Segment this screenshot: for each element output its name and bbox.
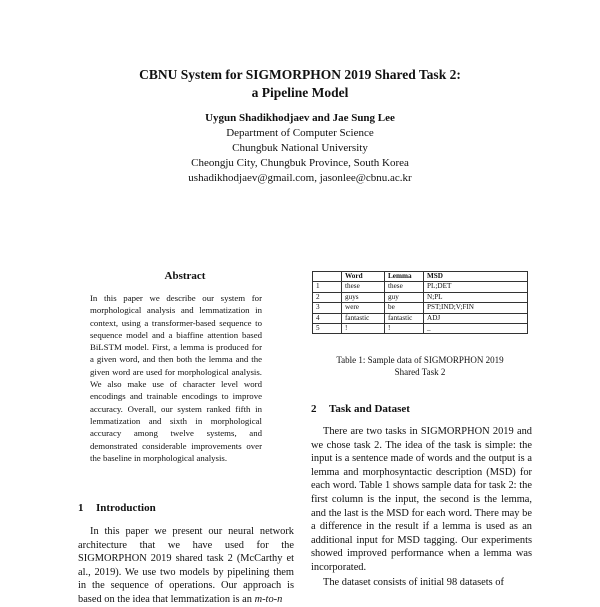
paper-title-line-1: CBNU System for SIGMORPHON 2019 Shared Task 2: — [139, 67, 461, 82]
affiliation-university: Chungbuk National University — [232, 142, 368, 154]
table-cell-lemma: ! — [385, 324, 424, 334]
table-cell-word: fantastic — [342, 313, 385, 323]
table-cell-index: 1 — [313, 282, 342, 292]
intro-heading — [78, 501, 156, 515]
table-header-lemma: Lemma — [385, 272, 424, 282]
author-names: Uygun Shadikhodjaev and Jae Sung Lee — [205, 112, 395, 124]
table-caption-line-1: Table 1: Sample data of SIGMORPHON 2019 — [336, 355, 504, 365]
table-cell-index: 4 — [313, 313, 342, 323]
intro-paragraph-italic: m-to-n — [254, 593, 283, 605]
task-paragraph-1: There are two tasks in SIGMORPHON 2019 and we chose task 2. The idea of the task is simple: the input is a sentence made of words and the output is a lemma and morphosyntactic description (MSD) for each word. Table 1 shows sample data for task 2: the first column is the input, the second is the lemma, and the last is the MSD for each word. There may be a difference in the result if a lemma is used as an additional input for MSD tagging. Our experiments showed improved performance when a lemma was incorporated. — [311, 426, 532, 573]
table-caption-line-2: Shared Task 2 — [394, 367, 446, 377]
intro-paragraph-main: In this paper we present our neural network architecture that we have used for the SIGMORPHON 2019 shared task 2 (McCarthy et al., 2019). We use two models by pipelining them in the sequence of operations. Our approach is based on the idea that lemmatization is an — [78, 526, 294, 605]
intro-section-number: 1 — [78, 502, 84, 514]
table-row — [313, 324, 528, 334]
table-cell-msd: N;PL — [424, 292, 528, 302]
abstract-text: In this paper we describe our system for morphological analysis and lemmatization in context, using a transformer-based sequence to sequence model and a biaffine attention based BiLSTM model. First, a lemma is produced for a given word, and then both the lemma and the given word are used for morphological analysis. We also make use of character level word encodings and trainable encodings to improve accuracy. Overall, our system ranked fifth in lemmatization and sixth in morphological accuracy among twelve systems, and demonstrated considerable improvements over the baseline in morphological analysis. — [90, 293, 262, 463]
intro-section-title: Introduction — [96, 502, 156, 514]
table-cell-msd: _ — [424, 324, 528, 334]
table-cell-lemma: these — [385, 282, 424, 292]
paper-title-line-2: a Pipeline Model — [251, 85, 349, 100]
task-heading — [311, 402, 410, 416]
table-header-row — [313, 272, 528, 282]
abstract-heading: Abstract — [164, 270, 206, 282]
table-cell-index: 5 — [313, 324, 342, 334]
task-text — [311, 425, 532, 589]
table-cell-word: were — [342, 303, 385, 313]
table-header-word: Word — [342, 272, 385, 282]
table-row — [313, 303, 528, 313]
table-cell-index: 2 — [313, 292, 342, 302]
table-cell-msd: PST;IND;V;FIN — [424, 303, 528, 313]
table-cell-lemma: fantastic — [385, 313, 424, 323]
intro-paragraph — [78, 525, 294, 607]
affiliation-location: Cheongju City, Chungbuk Province, South Korea — [191, 157, 409, 169]
table-cell-lemma: be — [385, 303, 424, 313]
task-paragraph-2: The dataset consists of initial 98 datasets of — [323, 576, 504, 588]
table-cell-word: guys — [342, 292, 385, 302]
table-row — [313, 313, 528, 323]
table-cell-word: these — [342, 282, 385, 292]
intro-text — [78, 525, 294, 607]
task-section-title: Task and Dataset — [329, 403, 410, 415]
author-block — [0, 111, 600, 186]
sample-data-table — [312, 271, 528, 334]
table-cell-lemma: guy — [385, 292, 424, 302]
table-cell-word: ! — [342, 324, 385, 334]
table-row — [313, 282, 528, 292]
table-cell-index: 3 — [313, 303, 342, 313]
table-cell-msd: PL;DET — [424, 282, 528, 292]
table-cell-msd: ADJ — [424, 313, 528, 323]
table-header-msd: MSD — [424, 272, 528, 282]
affiliation-department: Department of Computer Science — [226, 127, 374, 139]
table-header-index — [313, 272, 342, 282]
task-section-number: 2 — [311, 403, 317, 415]
author-emails: ushadikhodjaev@gmail.com, jasonlee@cbnu.ac.kr — [188, 172, 412, 184]
table-caption — [312, 354, 528, 378]
table-row — [313, 292, 528, 302]
